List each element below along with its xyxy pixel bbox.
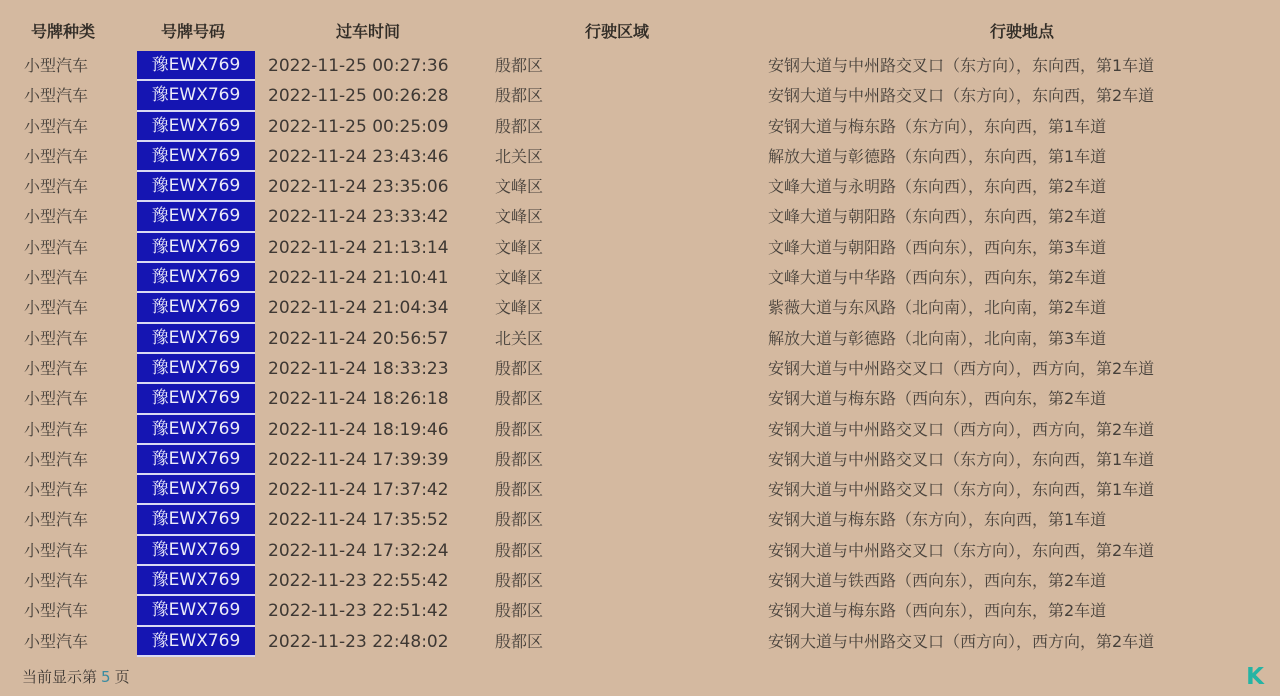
header-driving-location: 行驶地点 (989, 22, 1055, 41)
pass-time-cell: 2022-11-24 17:37:42 (268, 480, 449, 501)
location-cell: 安钢大道与中州路交叉口（东方向），东向西，第1车道 (768, 480, 1155, 500)
district-cell: 北关区 (494, 328, 543, 348)
pass-time-cell: 2022-11-24 18:19:46 (268, 419, 449, 440)
plate-type-cell: 小型汽车 (23, 358, 88, 378)
pass-time-cell: 2022-11-24 17:39:39 (268, 449, 449, 470)
district-cell: 殷都区 (494, 601, 543, 621)
location-cell: 文峰大道与永明路（东向西），东向西，第2车道 (768, 177, 1107, 197)
district-cell: 文峰区 (494, 177, 543, 197)
plate-number-badge: 豫EWX769 (137, 142, 255, 172)
plate-type-cell: 小型汽车 (23, 631, 88, 651)
pass-time-cell: 2022-11-24 18:26:18 (268, 389, 449, 410)
plate-number-badge: 豫EWX769 (137, 354, 255, 384)
district-cell: 文峰区 (494, 298, 543, 318)
header-plate-number: 号牌号码 (160, 22, 226, 41)
district-cell: 殷都区 (494, 56, 543, 75)
table-row (0, 81, 1280, 111)
pass-time-cell: 2022-11-24 17:32:24 (268, 540, 449, 561)
plate-type-cell: 小型汽车 (23, 86, 88, 106)
watermark-k-logo: K (1246, 664, 1264, 690)
pass-time-cell: 2022-11-24 23:33:42 (268, 207, 449, 228)
table-row (0, 202, 1280, 232)
district-cell: 殷都区 (494, 631, 543, 651)
district-cell: 殷都区 (494, 510, 543, 530)
district-cell: 殷都区 (494, 419, 543, 439)
pass-time-cell: 2022-11-24 17:35:52 (268, 510, 449, 531)
plate-type-cell: 小型汽车 (23, 328, 88, 348)
plate-type-cell: 小型汽车 (23, 601, 88, 621)
plate-number-badge: 豫EWX769 (137, 566, 255, 596)
header-plate-type: 号牌种类 (30, 22, 96, 41)
district-cell: 殷都区 (494, 480, 543, 500)
location-cell: 安钢大道与铁西路（西向东），西向东，第2车道 (768, 571, 1107, 591)
plate-type-cell: 小型汽车 (23, 389, 88, 409)
table-body (0, 51, 1280, 657)
plate-number-badge: 豫EWX769 (137, 596, 255, 626)
plate-type-cell: 小型汽车 (23, 419, 88, 439)
plate-number-badge: 豫EWX769 (137, 445, 255, 475)
table-row (0, 233, 1280, 263)
district-cell: 殷都区 (494, 540, 543, 560)
table-row (0, 172, 1280, 202)
pagination-suffix: 页 (114, 668, 130, 686)
plate-number-badge: 豫EWX769 (137, 81, 255, 111)
location-cell: 解放大道与彰德路（东向西），东向西，第1车道 (768, 146, 1107, 166)
pass-time-cell: 2022-11-24 23:43:46 (268, 146, 449, 167)
district-cell: 文峰区 (494, 237, 543, 257)
location-cell: 紫薇大道与东风路（北向南），北向南，第2车道 (768, 298, 1107, 318)
location-cell: 安钢大道与梅东路（东方向），东向西，第1车道 (768, 510, 1107, 530)
location-cell: 安钢大道与中州路交叉口（西方向），西方向，第2车道 (768, 358, 1155, 378)
plate-number-badge: 豫EWX769 (137, 112, 255, 142)
pass-time-cell: 2022-11-25 00:25:09 (268, 116, 449, 137)
pass-time-cell: 2022-11-23 22:55:42 (268, 571, 449, 592)
pass-time-cell: 2022-11-24 20:56:57 (268, 328, 449, 349)
table-row (0, 415, 1280, 445)
location-cell: 安钢大道与梅东路（东方向），东向西，第1车道 (768, 116, 1107, 136)
pagination-status (22, 666, 130, 688)
district-cell: 文峰区 (494, 268, 543, 288)
location-cell: 文峰大道与朝阳路（东向西），东向西，第2车道 (768, 207, 1107, 227)
plate-type-cell: 小型汽车 (23, 177, 88, 197)
plate-type-cell: 小型汽车 (23, 268, 88, 288)
plate-type-cell: 小型汽车 (23, 540, 88, 560)
location-cell: 解放大道与彰德路（北向南），北向南，第3车道 (768, 328, 1107, 348)
plate-number-badge: 豫EWX769 (137, 202, 255, 232)
district-cell: 殷都区 (494, 358, 543, 378)
plate-type-cell: 小型汽车 (23, 116, 88, 136)
district-cell: 北关区 (494, 146, 543, 166)
pass-time-cell: 2022-11-25 00:26:28 (268, 86, 449, 107)
header-driving-district: 行驶区域 (584, 22, 650, 41)
location-cell: 安钢大道与中州路交叉口（东方向），东向西，第2车道 (768, 86, 1155, 106)
location-cell: 安钢大道与中州路交叉口（东方向），东向西，第2车道 (768, 540, 1155, 560)
table-header (0, 20, 1280, 44)
plate-type-cell: 小型汽车 (23, 510, 88, 530)
location-cell: 安钢大道与梅东路（西向东），西向东，第2车道 (768, 601, 1107, 621)
location-cell: 文峰大道与朝阳路（西向东），西向东，第3车道 (768, 237, 1107, 257)
table-row (0, 445, 1280, 475)
table-row (0, 566, 1280, 596)
district-cell: 殷都区 (494, 571, 543, 591)
pass-time-cell: 2022-11-24 23:35:06 (268, 177, 449, 198)
location-cell: 安钢大道与梅东路（西向东），西向东，第2车道 (768, 389, 1107, 409)
table-row (0, 627, 1280, 657)
table-row (0, 263, 1280, 293)
district-cell: 殷都区 (494, 449, 543, 469)
plate-number-badge: 豫EWX769 (137, 172, 255, 202)
plate-type-cell: 小型汽车 (23, 207, 88, 227)
plate-type-cell: 小型汽车 (23, 56, 88, 75)
plate-number-badge: 豫EWX769 (137, 233, 255, 263)
table-row (0, 293, 1280, 323)
table-row (0, 354, 1280, 384)
plate-type-cell: 小型汽车 (23, 237, 88, 257)
location-cell: 安钢大道与中州路交叉口（西方向），西方向，第2车道 (768, 419, 1155, 439)
plate-type-cell: 小型汽车 (23, 480, 88, 500)
location-cell: 安钢大道与中州路交叉口（东方向），东向西，第1车道 (768, 56, 1155, 75)
plate-type-cell: 小型汽车 (23, 449, 88, 469)
plate-number-badge: 豫EWX769 (137, 51, 255, 81)
plate-type-cell: 小型汽车 (23, 298, 88, 318)
plate-number-badge: 豫EWX769 (137, 505, 255, 535)
plate-number-badge: 豫EWX769 (137, 415, 255, 445)
location-cell: 文峰大道与中华路（西向东），西向东，第2车道 (768, 268, 1107, 288)
plate-type-cell: 小型汽车 (23, 146, 88, 166)
plate-number-badge: 豫EWX769 (137, 536, 255, 566)
pass-time-cell: 2022-11-23 22:51:42 (268, 601, 449, 622)
table-row (0, 536, 1280, 566)
table-row (0, 142, 1280, 172)
pass-time-cell: 2022-11-24 18:33:23 (268, 358, 449, 379)
district-cell: 殷都区 (494, 389, 543, 409)
location-cell: 安钢大道与中州路交叉口（东方向），东向西，第1车道 (768, 449, 1155, 469)
pass-time-cell: 2022-11-24 21:13:14 (268, 237, 449, 258)
table-row (0, 475, 1280, 505)
header-pass-time: 过车时间 (335, 22, 401, 41)
current-page-number: 5 (101, 668, 111, 686)
plate-number-badge: 豫EWX769 (137, 627, 255, 657)
pass-time-cell: 2022-11-25 00:27:36 (268, 56, 449, 76)
plate-number-badge: 豫EWX769 (137, 293, 255, 323)
table-row (0, 505, 1280, 535)
plate-number-badge: 豫EWX769 (137, 475, 255, 505)
table-row (0, 51, 1280, 81)
plate-number-badge: 豫EWX769 (137, 263, 255, 293)
plate-type-cell: 小型汽车 (23, 571, 88, 591)
district-cell: 殷都区 (494, 116, 543, 136)
table-row (0, 596, 1280, 626)
district-cell: 文峰区 (494, 207, 543, 227)
plate-number-badge: 豫EWX769 (137, 324, 255, 354)
district-cell: 殷都区 (494, 86, 543, 106)
pass-time-cell: 2022-11-24 21:10:41 (268, 268, 449, 289)
pass-time-cell: 2022-11-23 22:48:02 (268, 631, 449, 652)
table-row (0, 112, 1280, 142)
plate-number-badge: 豫EWX769 (137, 384, 255, 414)
table-row (0, 324, 1280, 354)
pagination-prefix: 当前显示第 (22, 668, 98, 686)
pass-time-cell: 2022-11-24 21:04:34 (268, 298, 449, 319)
table-row (0, 384, 1280, 414)
location-cell: 安钢大道与中州路交叉口（西方向），西方向，第2车道 (768, 631, 1155, 651)
